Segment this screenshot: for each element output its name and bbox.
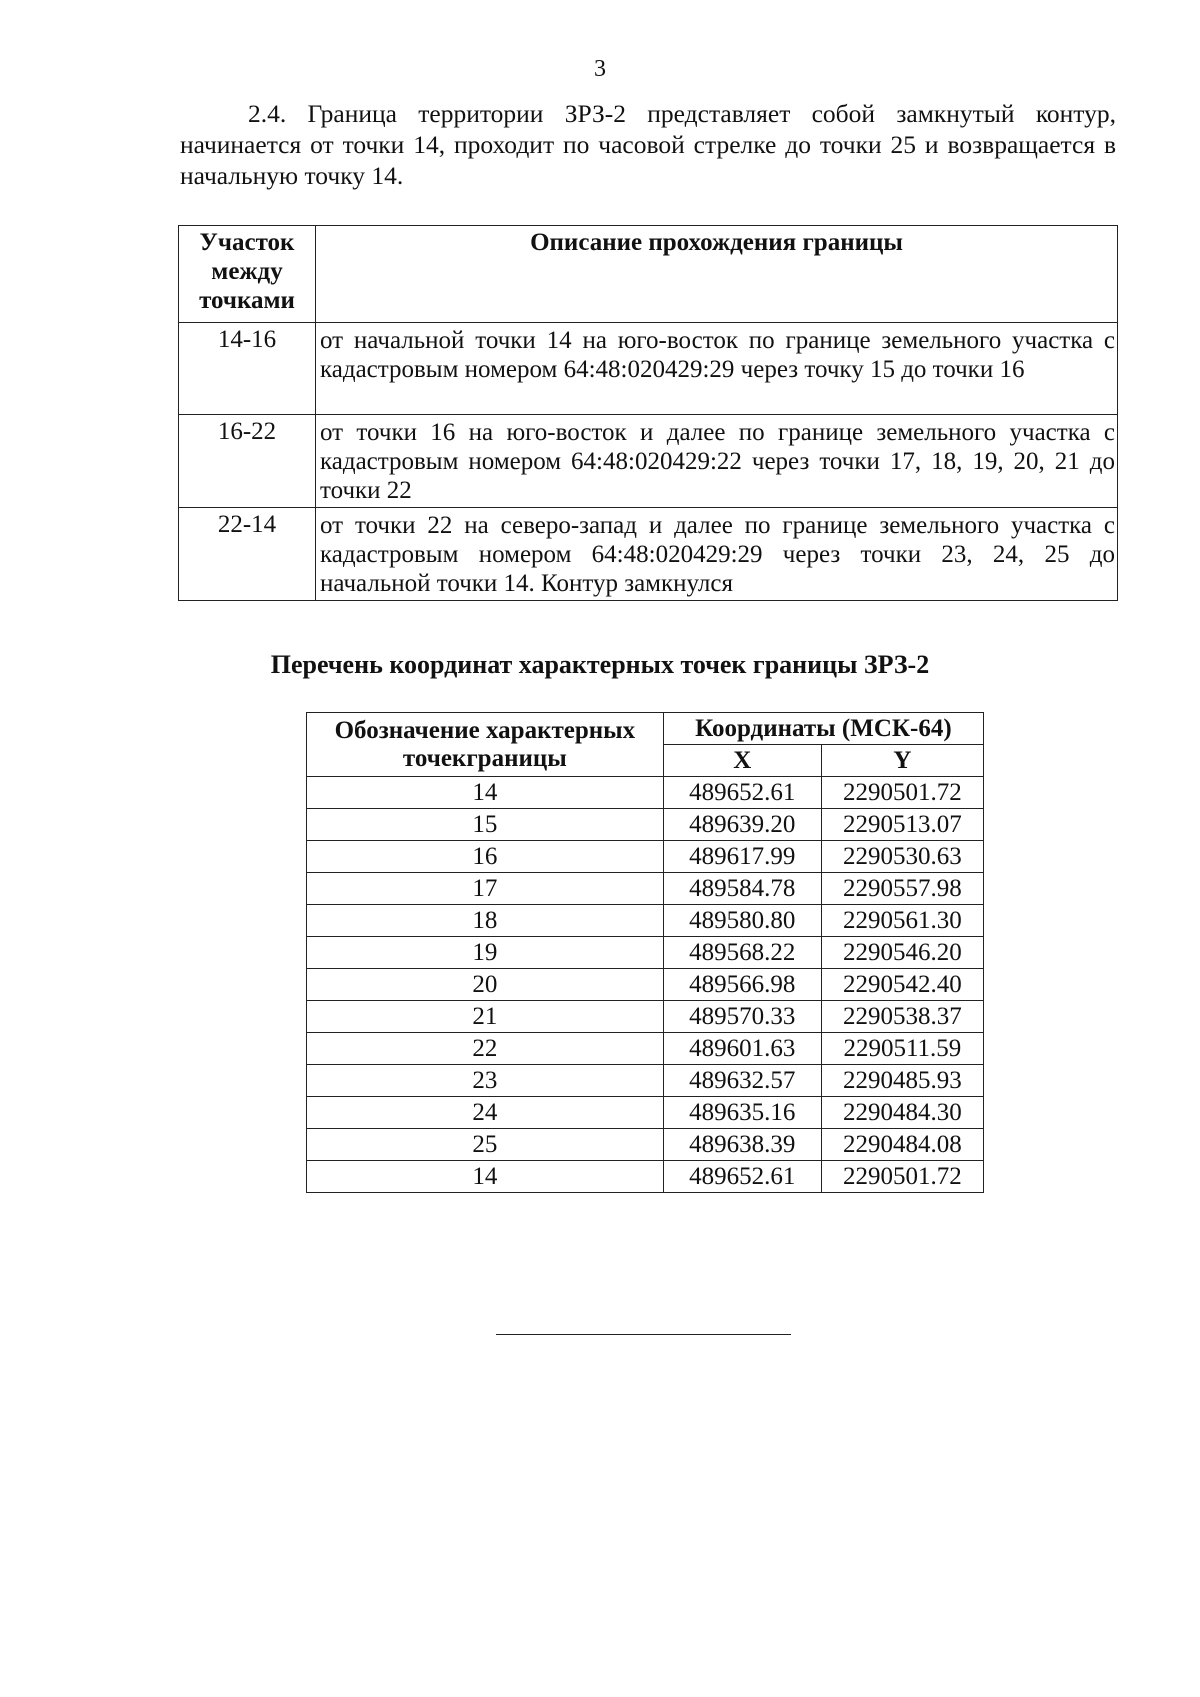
coordinates-table [306,712,984,1193]
x-coordinate-cell: 489580.80 [663,905,821,937]
y-coordinate-cell: 2290485.93 [821,1065,983,1097]
y-coordinate-cell: 2290561.30 [821,905,983,937]
table-row [307,969,984,1001]
x-coordinate-cell: 489635.16 [663,1097,821,1129]
table-row [179,323,1118,415]
description-cell: от начальной точки 14 на юго-восток по границе земельного участка с кадастровым номером 64:48:020429:29 через точку 15 до точки 16 [316,323,1118,415]
table-row [307,1161,984,1193]
point-cell: 23 [307,1065,664,1097]
point-cell: 25 [307,1129,664,1161]
table-row [307,1129,984,1161]
table-row [307,1001,984,1033]
point-cell: 17 [307,873,664,905]
y-coordinate-cell: 2290484.30 [821,1097,983,1129]
table-row [307,1065,984,1097]
y-coordinate-cell: 2290538.37 [821,1001,983,1033]
point-cell: 18 [307,905,664,937]
table-row [179,508,1118,601]
page-number: 3 [594,56,606,82]
x-coordinate-cell: 489568.22 [663,937,821,969]
point-cell: 14 [307,1161,664,1193]
y-column-header: Y [821,745,983,777]
point-column-header: Обозначение характерных точекграницы [307,713,664,777]
x-coordinate-cell: 489639.20 [663,809,821,841]
table-row [307,809,984,841]
segment-cell: 22-14 [179,508,316,601]
table-row [307,777,984,809]
intro-paragraph: 2.4. Граница территории ЗРЗ-2 представляет собой замкнутый контур, начинается от точки 14, проходит по часовой стрелке до точки 25 и возвращается в начальную точку 14. [180,99,1116,190]
x-coordinate-cell: 489584.78 [663,873,821,905]
x-coordinate-cell: 489652.61 [663,777,821,809]
table-row [307,937,984,969]
table-row [179,415,1118,508]
x-coordinate-cell: 489617.99 [663,841,821,873]
table-row [307,841,984,873]
x-coordinate-cell: 489652.61 [663,1161,821,1193]
y-coordinate-cell: 2290484.08 [821,1129,983,1161]
description-column-header: Описание прохождения границы [316,226,1118,323]
point-cell: 16 [307,841,664,873]
closing-divider-line [496,1334,791,1335]
point-cell: 22 [307,1033,664,1065]
y-coordinate-cell: 2290511.59 [821,1033,983,1065]
boundary-table-header-row [179,226,1118,323]
point-cell: 21 [307,1001,664,1033]
description-cell: от точки 22 на северо-запад и далее по границе земельного участка с кадастровым номером 64:48:020429:29 через точки 23, 24, 25 до начальной точки 14. Контур замкнулся [316,508,1118,601]
y-coordinate-cell: 2290542.40 [821,969,983,1001]
y-coordinate-cell: 2290546.20 [821,937,983,969]
point-cell: 20 [307,969,664,1001]
description-cell: от точки 16 на юго-восток и далее по границе земельного участка с кадастровым номером 64:48:020429:22 через точки 17, 18, 19, 20, 21 до точки 22 [316,415,1118,508]
y-coordinate-cell: 2290530.63 [821,841,983,873]
y-coordinate-cell: 2290501.72 [821,777,983,809]
table-row [307,1097,984,1129]
point-cell: 14 [307,777,664,809]
x-coordinate-cell: 489632.57 [663,1065,821,1097]
x-coordinate-cell: 489570.33 [663,1001,821,1033]
point-cell: 19 [307,937,664,969]
coords-table-body [307,777,984,1193]
coordinates-title: Перечень координат характерных точек границы ЗРЗ-2 [270,650,930,679]
segment-cell: 14-16 [179,323,316,415]
segment-column-header: Участок между точками [179,226,316,323]
point-cell: 15 [307,809,664,841]
point-cell: 24 [307,1097,664,1129]
table-row [307,1033,984,1065]
coords-group-header: Координаты (МСК-64) [663,713,983,745]
x-coordinate-cell: 489566.98 [663,969,821,1001]
y-coordinate-cell: 2290501.72 [821,1161,983,1193]
y-coordinate-cell: 2290513.07 [821,809,983,841]
segment-cell: 16-22 [179,415,316,508]
table-row [307,905,984,937]
boundary-description-table [178,225,1118,601]
table-row [307,873,984,905]
coords-header-row [307,713,984,745]
x-column-header: X [663,745,821,777]
y-coordinate-cell: 2290557.98 [821,873,983,905]
x-coordinate-cell: 489601.63 [663,1033,821,1065]
x-coordinate-cell: 489638.39 [663,1129,821,1161]
